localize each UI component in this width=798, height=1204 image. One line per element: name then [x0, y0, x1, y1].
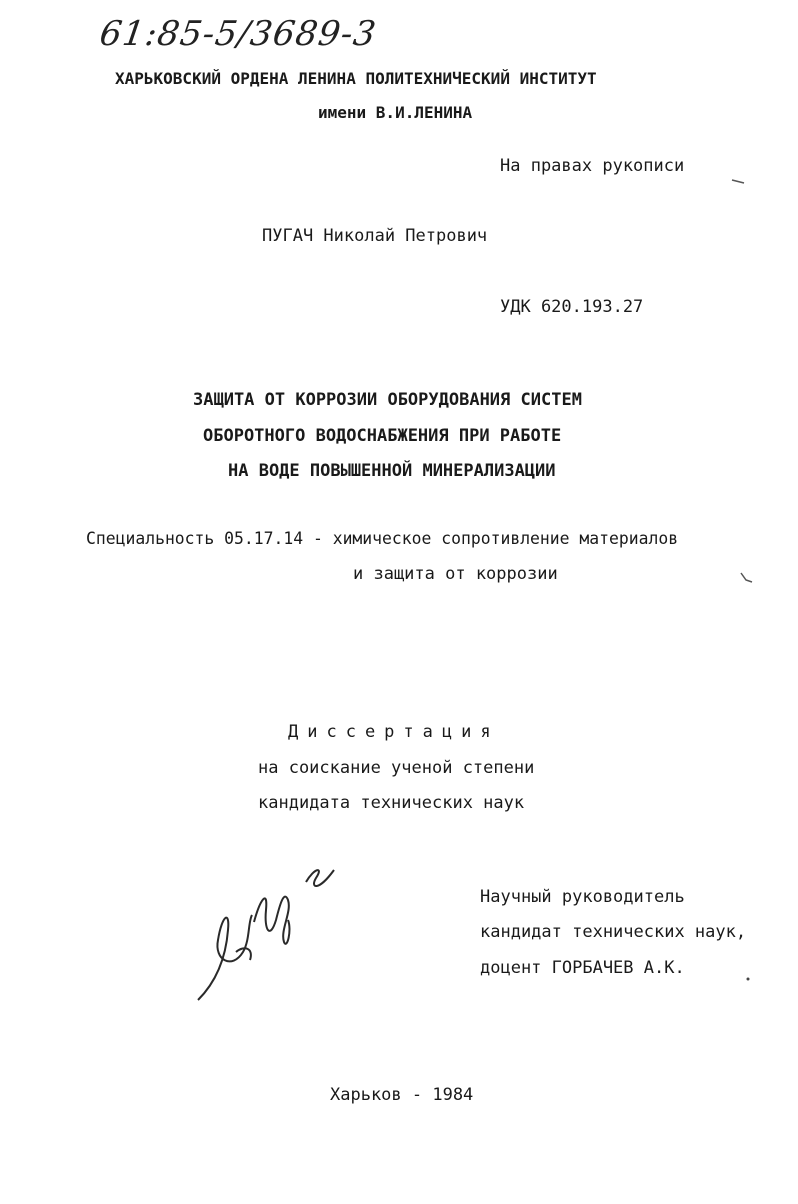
specialty-line-1: Специальность 05.17.14 - химическое сопротивление материалов [86, 529, 679, 548]
author-name: ПУГАЧ Николай Петрович [262, 226, 488, 246]
specialty-line-2: и защита от коррозии [353, 564, 558, 584]
degree-line-2: кандидата технических наук [258, 793, 525, 813]
stray-mark [738, 570, 758, 584]
udc-code: УДК 620.193.27 [500, 297, 644, 317]
city-year: Харьков - 1984 [330, 1085, 474, 1105]
document-type: Диссертация [288, 722, 500, 742]
supervisor-line-3: доцент ГОРБАЧЕВ А.К. [480, 958, 685, 978]
stray-mark [730, 176, 750, 186]
stray-mark [744, 974, 752, 984]
title-line-2: ОБОРОТНОГО ВОДОСНАБЖЕНИЯ ПРИ РАБОТЕ [203, 426, 562, 446]
handwritten-archive-code: 61:85-5/3689-3 [97, 14, 380, 54]
institute-name: ХАРЬКОВСКИЙ ОРДЕНА ЛЕНИНА ПОЛИТЕХНИЧЕСКИЙ ИНСТИТУТ [115, 69, 597, 88]
signature-image [188, 860, 348, 1010]
manuscript-note: На правах рукописи [500, 156, 685, 176]
degree-line-1: на соискание ученой степени [258, 758, 535, 778]
supervisor-line-2: кандидат технических наук, [480, 922, 747, 942]
supervisor-line-1: Научный руководитель [480, 887, 685, 907]
title-line-3: НА ВОДЕ ПОВЫШЕННОЙ МИНЕРАЛИЗАЦИИ [228, 461, 556, 481]
title-line-1: ЗАЩИТА ОТ КОРРОЗИИ ОБОРУДОВАНИЯ СИСТЕМ [193, 390, 582, 410]
institute-named: имени В.И.ЛЕНИНА [318, 103, 473, 122]
